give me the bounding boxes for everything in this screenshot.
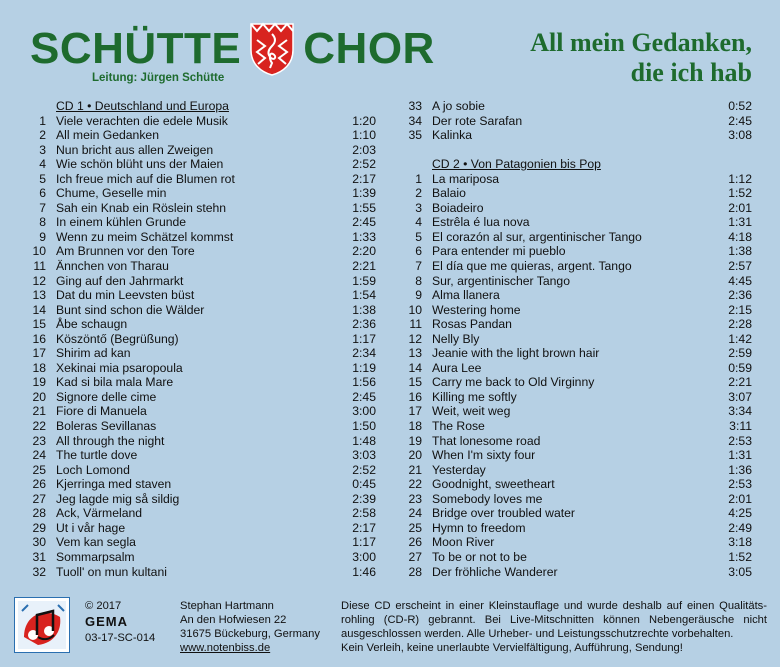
publisher-name: Stephan Hartmann xyxy=(180,600,274,612)
track-title: Der fröhliche Wanderer xyxy=(432,564,558,579)
track-duration: 3:08 xyxy=(728,128,752,143)
track-duration: 3:11 xyxy=(729,419,752,434)
track-row xyxy=(24,215,376,230)
track-row xyxy=(24,244,376,259)
tracklist-column-right xyxy=(400,99,752,579)
track-duration: 1:50 xyxy=(352,419,376,434)
track-title: Sommarpsalm xyxy=(56,549,135,564)
track-row xyxy=(400,215,752,230)
track-title: Goodnight, sweetheart xyxy=(432,477,555,492)
track-number: 9 xyxy=(39,229,46,244)
track-row xyxy=(24,259,376,274)
track-title: El corazón al sur, argentinischer Tango xyxy=(432,229,642,244)
track-title: Xekinai mia psaropoula xyxy=(56,360,183,375)
track-row xyxy=(24,375,376,390)
track-row xyxy=(24,506,376,521)
track-title: Boiadeiro xyxy=(432,200,484,215)
track-row xyxy=(24,565,376,580)
track-duration: 1:31 xyxy=(728,215,752,230)
track-row xyxy=(400,375,752,390)
track-title: Sur, argentinischer Tango xyxy=(432,273,570,288)
cd2-heading: CD 2 • Von Patagonien bis Pop xyxy=(432,157,601,172)
track-duration: 2:52 xyxy=(352,157,376,172)
track-title: Wie schön blüht uns der Maien xyxy=(56,157,224,172)
track-duration: 2:59 xyxy=(728,346,752,361)
track-number: 24 xyxy=(408,506,422,521)
track-number: 18 xyxy=(32,360,46,375)
track-duration: 1:33 xyxy=(352,229,376,244)
notenbiss-music-logo-icon xyxy=(14,597,70,653)
track-duration: 2:17 xyxy=(352,520,376,535)
track-number: 22 xyxy=(32,419,46,434)
track-title: Jeg lagde mig så sildig xyxy=(56,491,180,506)
track-duration: 2:15 xyxy=(728,302,752,317)
track-title: The Rose xyxy=(432,419,485,434)
track-duration: 1:52 xyxy=(728,186,752,201)
track-row xyxy=(400,259,752,274)
track-number: 7 xyxy=(415,259,422,274)
track-row xyxy=(400,419,752,434)
track-row xyxy=(24,492,376,507)
track-title: Aura Lee xyxy=(432,360,482,375)
track-duration: 1:55 xyxy=(352,200,376,215)
track-duration: 1:54 xyxy=(352,288,376,303)
track-number: 31 xyxy=(32,549,46,564)
track-number: 26 xyxy=(408,535,422,550)
track-duration: 2:21 xyxy=(352,259,376,274)
track-title: Carry me back to Old Virginny xyxy=(432,375,595,390)
track-number: 25 xyxy=(32,462,46,477)
track-number: 13 xyxy=(32,288,46,303)
album-title-line1: All mein Gedanken, xyxy=(530,28,752,57)
track-row xyxy=(400,114,752,129)
track-number: 25 xyxy=(408,520,422,535)
track-duration: 2:17 xyxy=(352,171,376,186)
track-number: 28 xyxy=(408,564,422,579)
track-title: A jo sobie xyxy=(432,99,485,113)
track-number: 20 xyxy=(32,389,46,404)
track-title: Der rote Sarafan xyxy=(432,113,523,128)
choir-logo xyxy=(30,22,450,102)
publisher-street: An den Hofwiesen 22 xyxy=(180,614,287,626)
track-row xyxy=(400,361,752,376)
track-row xyxy=(400,288,752,303)
track-duration: 1:17 xyxy=(352,331,376,346)
track-number: 17 xyxy=(408,404,422,419)
brand xyxy=(30,22,450,76)
track-title: Chume, Geselle min xyxy=(56,186,167,201)
track-duration: 2:01 xyxy=(728,491,752,506)
track-duration: 1:10 xyxy=(352,128,376,143)
publisher-city: 31675 Bückeburg, Germany xyxy=(180,628,320,640)
track-number: 32 xyxy=(32,564,46,579)
track-row xyxy=(24,419,376,434)
track-number: 34 xyxy=(408,113,422,128)
track-number: 24 xyxy=(32,448,46,463)
track-title: Boleras Sevillanas xyxy=(56,419,157,434)
track-number: 35 xyxy=(408,128,422,143)
track-number: 12 xyxy=(408,331,422,346)
track-row xyxy=(24,303,376,318)
track-row xyxy=(24,230,376,245)
track-row xyxy=(24,477,376,492)
track-duration: 3:18 xyxy=(728,535,752,550)
track-number: 4 xyxy=(415,215,422,230)
track-number: 23 xyxy=(408,491,422,506)
track-duration: 2:34 xyxy=(352,346,376,361)
publisher-website-link[interactable]: www.notenbiss.de xyxy=(180,642,271,654)
track-title: Kad si bila mala Mare xyxy=(56,375,174,390)
track-number: 23 xyxy=(32,433,46,448)
track-number: 2 xyxy=(415,186,422,201)
track-row xyxy=(24,274,376,289)
cd1-heading: CD 1 • Deutschland und Europa xyxy=(56,99,229,113)
track-row xyxy=(400,565,752,580)
track-title: Am Brunnen vor den Tore xyxy=(56,244,195,259)
track-row xyxy=(24,186,376,201)
track-title: Loch Lomond xyxy=(56,462,130,477)
track-title: Fiore di Manuela xyxy=(56,404,147,419)
track-duration: 2:45 xyxy=(728,113,752,128)
track-row xyxy=(24,332,376,347)
track-duration: 1:46 xyxy=(352,564,376,579)
track-row xyxy=(24,114,376,129)
track-title: Ut i vår hage xyxy=(56,520,126,535)
brand-right-word: CHOR xyxy=(303,24,435,73)
choir-leader: Leitung: Jürgen Schütte xyxy=(92,72,225,84)
track-row xyxy=(400,172,752,187)
track-number: 30 xyxy=(32,535,46,550)
track-title: Ännchen von Tharau xyxy=(56,259,169,274)
track-number: 16 xyxy=(408,389,422,404)
track-title: In einem kühlen Grunde xyxy=(56,215,187,230)
track-number: 19 xyxy=(408,433,422,448)
track-title: Bunt sind schon die Wälder xyxy=(56,302,205,317)
track-title: To be or not to be xyxy=(432,549,527,564)
track-duration: 2:52 xyxy=(352,462,376,477)
track-duration: 1:19 xyxy=(352,360,376,375)
track-duration: 2:01 xyxy=(728,200,752,215)
track-row xyxy=(400,346,752,361)
track-title: Sah ein Knab ein Röslein stehn xyxy=(56,200,227,215)
album-title-line2: die ich hab xyxy=(630,58,752,87)
track-title: Ich freue mich auf die Blumen rot xyxy=(56,171,235,186)
gema-label: GEMA xyxy=(85,614,128,629)
track-row xyxy=(24,172,376,187)
track-duration: 3:07 xyxy=(728,389,752,404)
track-number: 29 xyxy=(32,520,46,535)
track-number: 1 xyxy=(39,113,46,128)
legal-notice xyxy=(341,599,767,655)
legal-text-2: Kein Verleih, keine unerlaubte Vervielfältigung, Aufführung, Sendung! xyxy=(341,642,683,654)
track-number: 10 xyxy=(408,302,422,317)
track-title: Dat du min Leevsten büst xyxy=(56,288,195,303)
track-title: Köszöntő (Begrüßung) xyxy=(56,331,179,346)
track-row xyxy=(400,463,752,478)
track-title: The turtle dove xyxy=(56,448,138,463)
cd1-tracklist-continued xyxy=(400,99,752,143)
track-duration: 1:56 xyxy=(352,375,376,390)
copyright-year: © 2017 xyxy=(85,600,122,612)
track-title: Nelly Bly xyxy=(432,331,480,346)
track-duration: 3:34 xyxy=(728,404,752,419)
track-duration: 4:25 xyxy=(728,506,752,521)
track-title: Westering home xyxy=(432,302,521,317)
track-duration: 3:00 xyxy=(352,404,376,419)
track-row xyxy=(400,550,752,565)
track-title: Tuoll' on mun kultani xyxy=(56,564,167,579)
track-title: Para entender mi pueblo xyxy=(432,244,566,259)
track-duration: 1:31 xyxy=(728,448,752,463)
track-title: Moon River xyxy=(432,535,495,550)
track-duration: 1:52 xyxy=(728,549,752,564)
track-title: All through the night xyxy=(56,433,165,448)
track-title: Wenn zu meim Schätzel kommst xyxy=(56,229,234,244)
track-title: El día que me quieras, argent. Tango xyxy=(432,259,632,274)
track-duration: 2:28 xyxy=(728,317,752,332)
track-row xyxy=(24,201,376,216)
track-duration: 3:00 xyxy=(352,549,376,564)
track-number: 3 xyxy=(39,142,46,157)
track-duration: 2:39 xyxy=(352,491,376,506)
track-number: 2 xyxy=(39,128,46,143)
track-number: 3 xyxy=(415,200,422,215)
track-row xyxy=(400,186,752,201)
track-number: 22 xyxy=(408,477,422,492)
track-number: 6 xyxy=(415,244,422,259)
track-number: 10 xyxy=(32,244,46,259)
track-duration: 1:48 xyxy=(352,433,376,448)
track-title: All mein Gedanken xyxy=(56,128,159,143)
track-title: Yesterday xyxy=(432,462,486,477)
track-row xyxy=(24,157,376,172)
track-number: 20 xyxy=(408,448,422,463)
track-title: Signore delle cime xyxy=(56,389,157,404)
track-row xyxy=(400,244,752,259)
track-row xyxy=(24,361,376,376)
track-number: 7 xyxy=(39,200,46,215)
track-title: Somebody loves me xyxy=(432,491,543,506)
track-row xyxy=(400,230,752,245)
track-row xyxy=(400,448,752,463)
album-title xyxy=(422,28,752,88)
track-row xyxy=(400,434,752,449)
track-duration: 2:49 xyxy=(728,520,752,535)
track-row xyxy=(400,274,752,289)
track-number: 15 xyxy=(32,317,46,332)
track-row xyxy=(400,99,752,114)
track-duration: 2:45 xyxy=(352,389,376,404)
track-number: 8 xyxy=(415,273,422,288)
track-row xyxy=(24,535,376,550)
track-duration: 2:03 xyxy=(352,142,376,157)
track-number: 15 xyxy=(408,375,422,390)
track-title: Killing me softly xyxy=(432,389,517,404)
track-number: 26 xyxy=(32,477,46,492)
track-duration: 1:36 xyxy=(728,462,752,477)
track-duration: 2:36 xyxy=(728,288,752,303)
track-number: 1 xyxy=(415,171,422,186)
track-number: 17 xyxy=(32,346,46,361)
track-row xyxy=(24,448,376,463)
track-duration: 1:42 xyxy=(728,331,752,346)
track-row xyxy=(400,535,752,550)
track-number: 19 xyxy=(32,375,46,390)
track-row xyxy=(24,317,376,332)
crest-shield-icon xyxy=(249,22,295,76)
track-number: 16 xyxy=(32,331,46,346)
track-row xyxy=(400,506,752,521)
track-duration: 0:52 xyxy=(728,99,752,113)
track-duration: 3:03 xyxy=(352,448,376,463)
track-title: When I'm sixty four xyxy=(432,448,536,463)
track-row xyxy=(400,128,752,143)
track-title: Ging auf den Jahrmarkt xyxy=(56,273,184,288)
track-row xyxy=(400,317,752,332)
track-title: Nun bricht aus allen Zweigen xyxy=(56,142,214,157)
track-duration: 1:38 xyxy=(728,244,752,259)
track-number: 12 xyxy=(32,273,46,288)
track-row xyxy=(24,550,376,565)
track-duration: 4:45 xyxy=(728,273,752,288)
track-number: 18 xyxy=(408,419,422,434)
track-title: That lonesome road xyxy=(432,433,541,448)
track-duration: 1:38 xyxy=(352,302,376,317)
release-info xyxy=(85,599,155,645)
track-number: 21 xyxy=(32,404,46,419)
track-duration: 4:18 xyxy=(728,229,752,244)
track-row xyxy=(24,346,376,361)
track-number: 13 xyxy=(408,346,422,361)
track-number: 28 xyxy=(32,506,46,521)
track-duration: 2:58 xyxy=(352,506,376,521)
track-number: 5 xyxy=(39,171,46,186)
track-number: 27 xyxy=(32,491,46,506)
track-row xyxy=(24,404,376,419)
track-title: Ack, Värmeland xyxy=(56,506,143,521)
track-duration: 2:53 xyxy=(728,433,752,448)
track-title: Bridge over troubled water xyxy=(432,506,575,521)
track-row xyxy=(24,434,376,449)
track-number: 11 xyxy=(33,259,46,274)
track-duration: 2:45 xyxy=(352,215,376,230)
track-title: Jeanie with the light brown hair xyxy=(432,346,600,361)
track-duration: 2:20 xyxy=(352,244,376,259)
track-title: Hymn to freedom xyxy=(432,520,526,535)
track-duration: 2:21 xyxy=(728,375,752,390)
track-duration: 1:17 xyxy=(352,535,376,550)
track-title: Kjerringa med staven xyxy=(56,477,172,492)
track-duration: 1:39 xyxy=(352,186,376,201)
track-row xyxy=(24,128,376,143)
track-title: Åbe schaugn xyxy=(56,317,128,332)
track-row xyxy=(24,463,376,478)
track-title: Kalinka xyxy=(432,128,472,143)
track-title: La mariposa xyxy=(432,171,500,186)
track-row xyxy=(400,390,752,405)
track-title: Viele verachten die edele Musik xyxy=(56,113,228,128)
track-number: 33 xyxy=(408,99,422,113)
brand-left-word: SCHÜTTE xyxy=(30,24,242,73)
track-duration: 0:45 xyxy=(352,477,376,492)
track-number: 6 xyxy=(39,186,46,201)
track-duration: 1:59 xyxy=(352,273,376,288)
track-number: 5 xyxy=(415,229,422,244)
track-duration: 2:57 xyxy=(728,259,752,274)
track-row xyxy=(24,288,376,303)
track-row xyxy=(400,303,752,318)
track-title: Vem kan segla xyxy=(56,535,136,550)
track-duration: 1:12 xyxy=(728,171,752,186)
spacer xyxy=(400,143,752,158)
track-number: 4 xyxy=(39,157,46,172)
track-duration: 2:53 xyxy=(728,477,752,492)
track-row xyxy=(400,477,752,492)
tracklist-column-left xyxy=(24,99,376,579)
publisher-address xyxy=(180,599,320,655)
track-number: 14 xyxy=(408,360,422,375)
track-duration: 0:59 xyxy=(728,360,752,375)
track-number: 9 xyxy=(415,288,422,303)
track-duration: 3:05 xyxy=(728,564,752,579)
track-row xyxy=(400,521,752,536)
track-title: Weit, weit weg xyxy=(432,404,511,419)
track-row xyxy=(24,521,376,536)
footer xyxy=(0,597,780,667)
track-row xyxy=(24,143,376,158)
track-number: 27 xyxy=(408,549,422,564)
track-row xyxy=(400,492,752,507)
track-duration: 2:36 xyxy=(352,317,376,332)
track-row xyxy=(400,404,752,419)
track-title: Rosas Pandan xyxy=(432,317,512,332)
track-number: 21 xyxy=(408,462,422,477)
track-row xyxy=(400,201,752,216)
track-number: 8 xyxy=(39,215,46,230)
track-title: Shirim ad kan xyxy=(56,346,131,361)
track-row xyxy=(400,332,752,347)
legal-text: Diese CD erscheint in einer Kleinstauflage und wurde deshalb auf einen Qualitäts-rohling (CD-R) gebrannt. Bei Live-Mitschnitten können Nebengeräusche nicht ausgeschlossen werden. Alle Urheber- und Leistungsschutzrechte vorbehalten. xyxy=(341,600,767,640)
track-title: Estrêla é lua nova xyxy=(432,215,530,230)
cd2-tracklist xyxy=(400,172,752,579)
track-number: 11 xyxy=(409,317,422,332)
catalog-number: 03-17-SC-014 xyxy=(85,632,156,644)
track-title: Alma llanera xyxy=(432,288,500,303)
track-duration: 1:20 xyxy=(352,113,376,128)
cd1-tracklist xyxy=(24,114,376,580)
track-row xyxy=(24,390,376,405)
track-title: Balaio xyxy=(432,186,466,201)
track-number: 14 xyxy=(32,302,46,317)
